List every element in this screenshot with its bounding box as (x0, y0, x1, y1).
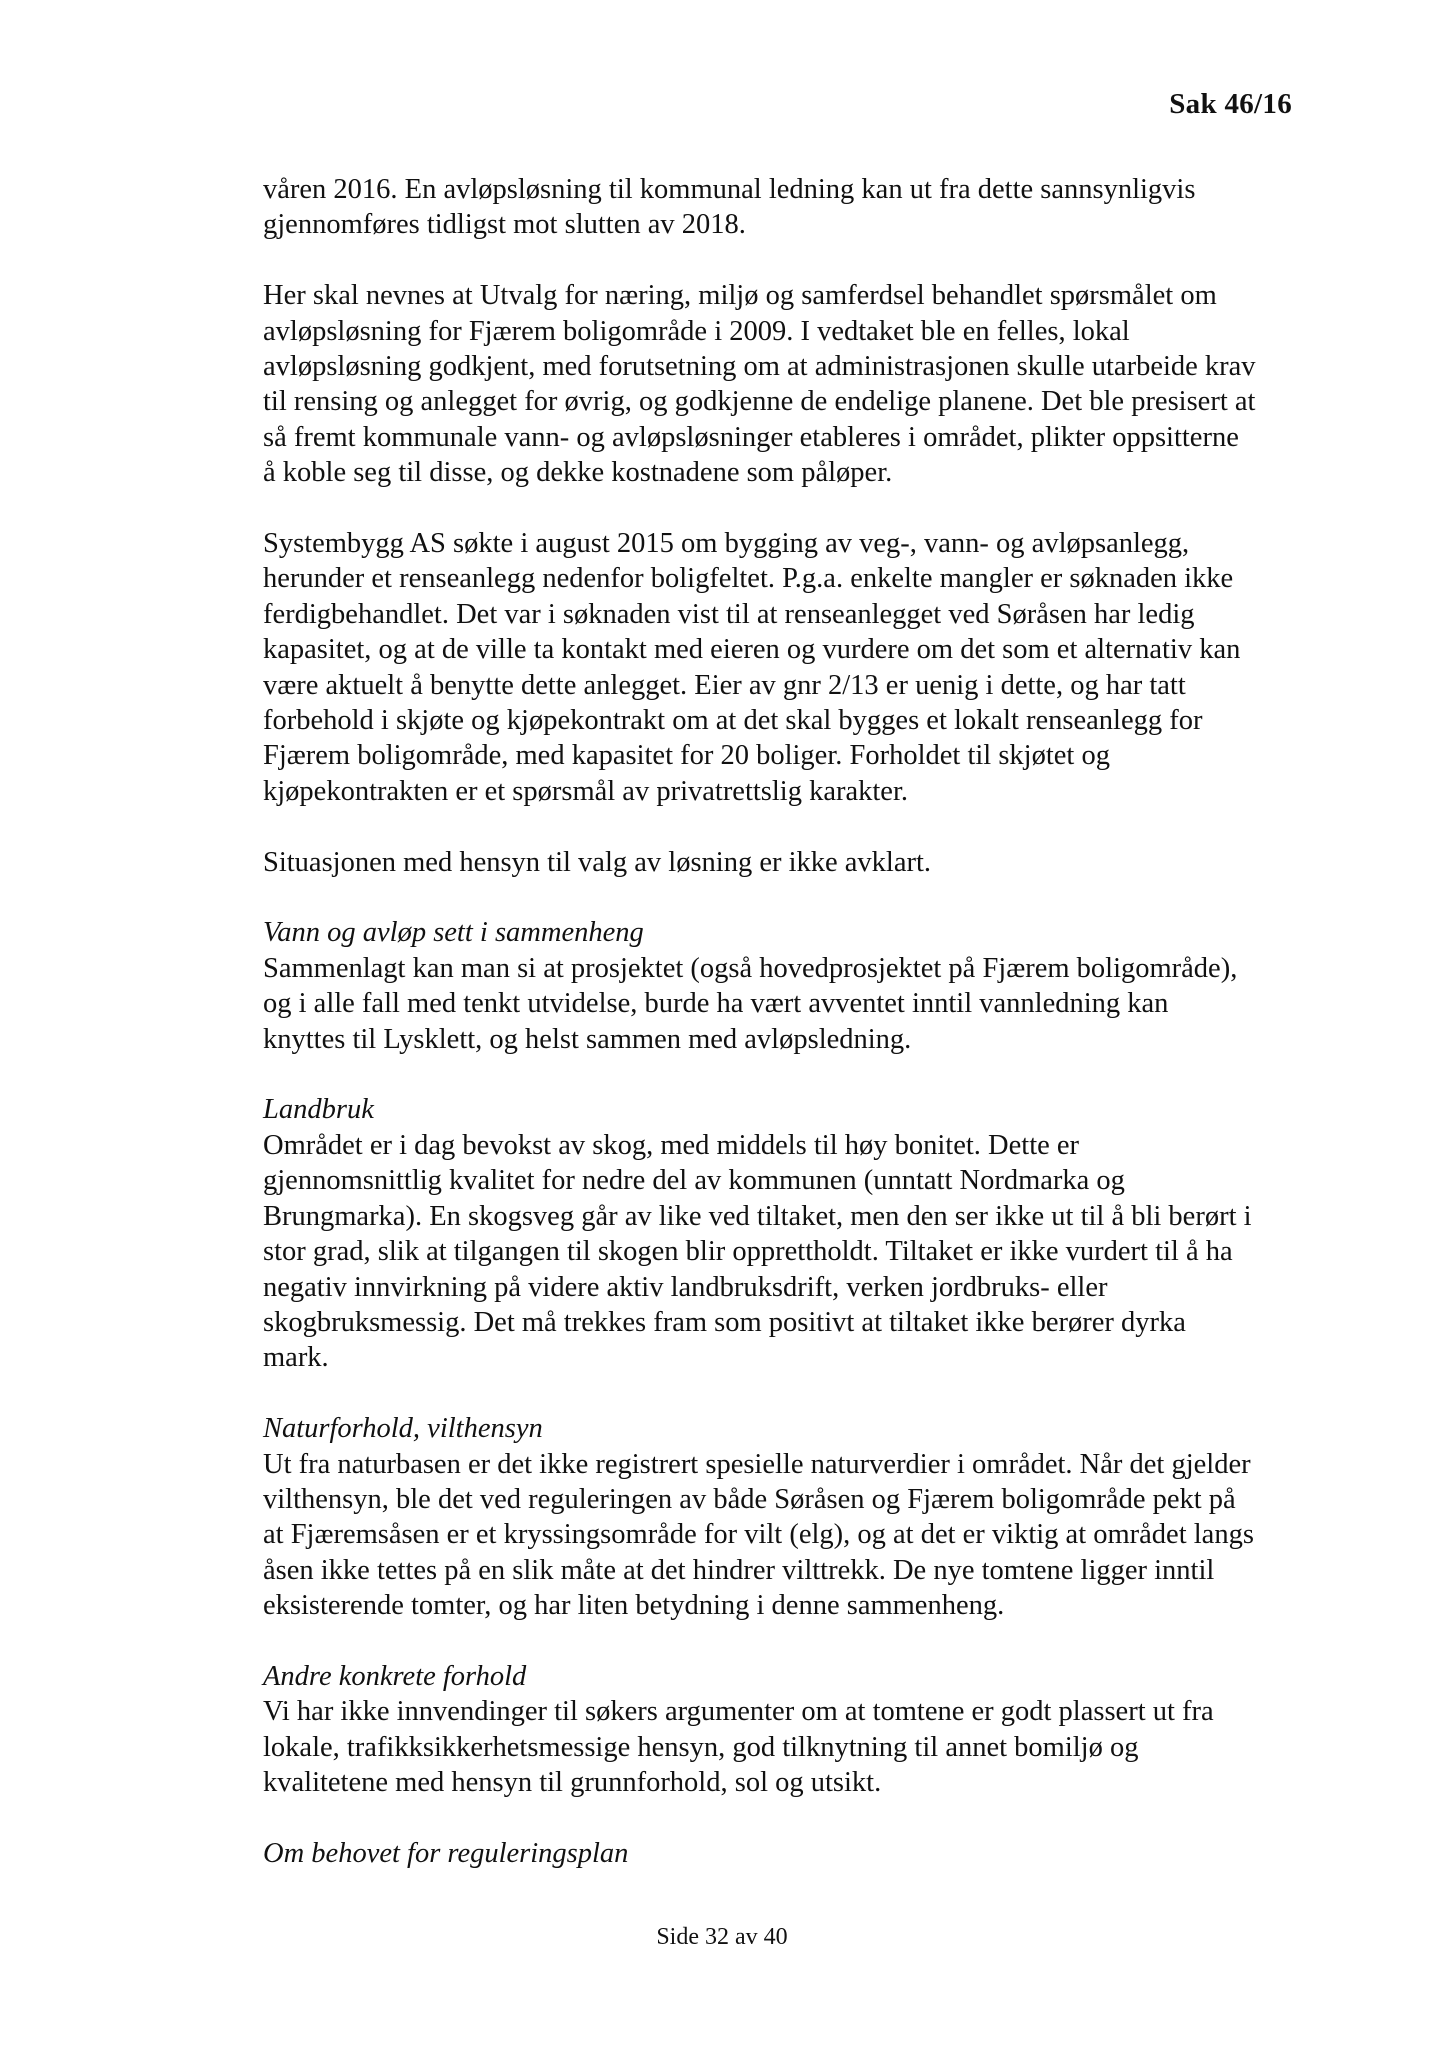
text-line: Ut fra naturbasen er det ikke registrert spesielle naturverdier i området. Når det gjelder (263, 1448, 1251, 1480)
text-line: og i alle fall med tenkt utvidelse, burde ha vært avventet inntil vannledning kan (263, 988, 1169, 1020)
text-line: til rensing og anlegget for øvrig, og godkjenne de endelige planene. Det ble presisert at (263, 386, 1256, 418)
text-line: at Fjæremsåsen er et kryssingsområde for vilt (elg), og at det er viktig at området langs (263, 1519, 1254, 1551)
text-line: våren 2016. En avløpsløsning til kommunal ledning kan ut fra dette sannsynligvis (263, 174, 1196, 205)
section-heading: Vann og avløp sett i sammenheng (263, 917, 644, 949)
section (263, 1411, 1303, 1623)
text-line: så fremt kommunale vann- og avløpsløsninger etableres i området, plikter oppsitterne (263, 421, 1239, 453)
text-line: kapasitet, og at de ville ta kontakt med eieren og vurdere om det som et alternativ kan (263, 634, 1241, 666)
text-line: gjennomsnittlig kvalitet for nedre del av kommunen (unntatt Nordmarka og (263, 1165, 1125, 1197)
text-line: vilthensyn, ble det ved reguleringen av både Søråsen og Fjærem boligområde pekt på (263, 1483, 1236, 1515)
paragraph (263, 172, 1303, 243)
text-line: åsen ikke tettes på en slik måte at det hindrer vilttrekk. De nye tomtene ligger inntil (263, 1554, 1215, 1586)
section-heading: Andre konkrete forhold (263, 1660, 527, 1692)
text-line: herunder et renseanlegg nedenfor boligfeltet. P.g.a. enkelte mangler er søknaden ikke (263, 563, 1234, 595)
text-line: Vi har ikke innvendinger til søkers argumenter om at tomtene er godt plassert ut fra (263, 1696, 1214, 1728)
section-heading: Om behovet for reguleringsplan (263, 1837, 629, 1869)
text-line: Området er i dag bevokst av skog, med middels til høy bonitet. Dette er (263, 1129, 1080, 1161)
text-line: å koble seg til disse, og dekke kostnadene som påløper. (263, 457, 893, 489)
text-line: lokale, trafikksikkerhetsmessige hensyn, god tilknytning til annet bomiljø og (263, 1731, 1139, 1763)
text-line: knyttes til Lysklett, og helst sammen med avløpsledning. (263, 1023, 912, 1055)
case-number: Sak 46/16 (1169, 88, 1292, 120)
section (263, 1836, 1303, 1871)
page-footer (0, 1924, 1448, 1951)
section (263, 915, 1303, 1057)
text-line: skogbruksmessig. Det må trekkes fram som positivt at tiltaket ikke berører dyrka (263, 1306, 1186, 1338)
paragraph (263, 845, 1303, 880)
text-line: Sammenlagt kan man si at prosjektet (også hovedprosjektet på Fjærem boligområde), (263, 952, 1238, 984)
section (263, 1092, 1303, 1375)
paragraph (263, 278, 1303, 490)
text-line: kjøpekontrakten er et spørsmål av privatrettslig karakter. (263, 775, 908, 807)
text-line: avløpsløsning godkjent, med forutsetning om at administrasjonen skulle utarbeide krav (263, 351, 1256, 383)
text-line: kvalitetene med hensyn til grunnforhold, sol og utsikt. (263, 1767, 882, 1799)
text-line: Her skal nevnes at Utvalg for næring, miljø og samferdsel behandlet spørsmålet om (263, 280, 1217, 312)
text-line: negativ innvirkning på videre aktiv landbruksdrift, verken jordbruks- eller (263, 1271, 1108, 1303)
text-line: forbehold i skjøte og kjøpekontrakt om at det skal bygges et lokalt renseanlegg for (263, 705, 1203, 737)
section-heading: Naturforhold, vilthensyn (263, 1413, 543, 1445)
text-line: Systembygg AS søkte i august 2015 om bygging av veg-, vann- og avløpsanlegg, (263, 528, 1190, 560)
section (263, 1659, 1303, 1801)
text-line: eksisterende tomter, og har liten betydning i denne sammenheng. (263, 1590, 1005, 1622)
text-line: avløpsløsning for Fjærem boligområde i 2009. I vedtaket ble en felles, lokal (263, 315, 1130, 347)
text-line: Fjærem boligområde, med kapasitet for 20 boliger. Forholdet til skjøtet og (263, 740, 1110, 772)
text-line: Brungmarka). En skogsveg går av like ved tiltaket, men den ser ikke ut til å bli berørt i (263, 1200, 1252, 1232)
page-number: Side 32 av 40 (656, 1924, 788, 1950)
text-line: gjennomføres tidligst mot slutten av 2018. (263, 209, 746, 241)
document-body (263, 172, 1303, 1907)
section-heading: Landbruk (263, 1094, 374, 1126)
paragraph (263, 526, 1303, 809)
text-line: Situasjonen med hensyn til valg av løsning er ikke avklart. (263, 846, 932, 878)
text-line: være aktuelt å benytte dette anlegget. Eier av gnr 2/13 er uenig i dette, og har tatt (263, 669, 1186, 701)
text-line: mark. (263, 1342, 329, 1374)
text-line: ferdigbehandlet. Det var i søknaden vist til at renseanlegget ved Søråsen har ledig (263, 598, 1195, 630)
text-line: stor grad, slik at tilgangen til skogen blir opprettholdt. Tiltaket er ikke vurdert til å ha (263, 1236, 1233, 1268)
